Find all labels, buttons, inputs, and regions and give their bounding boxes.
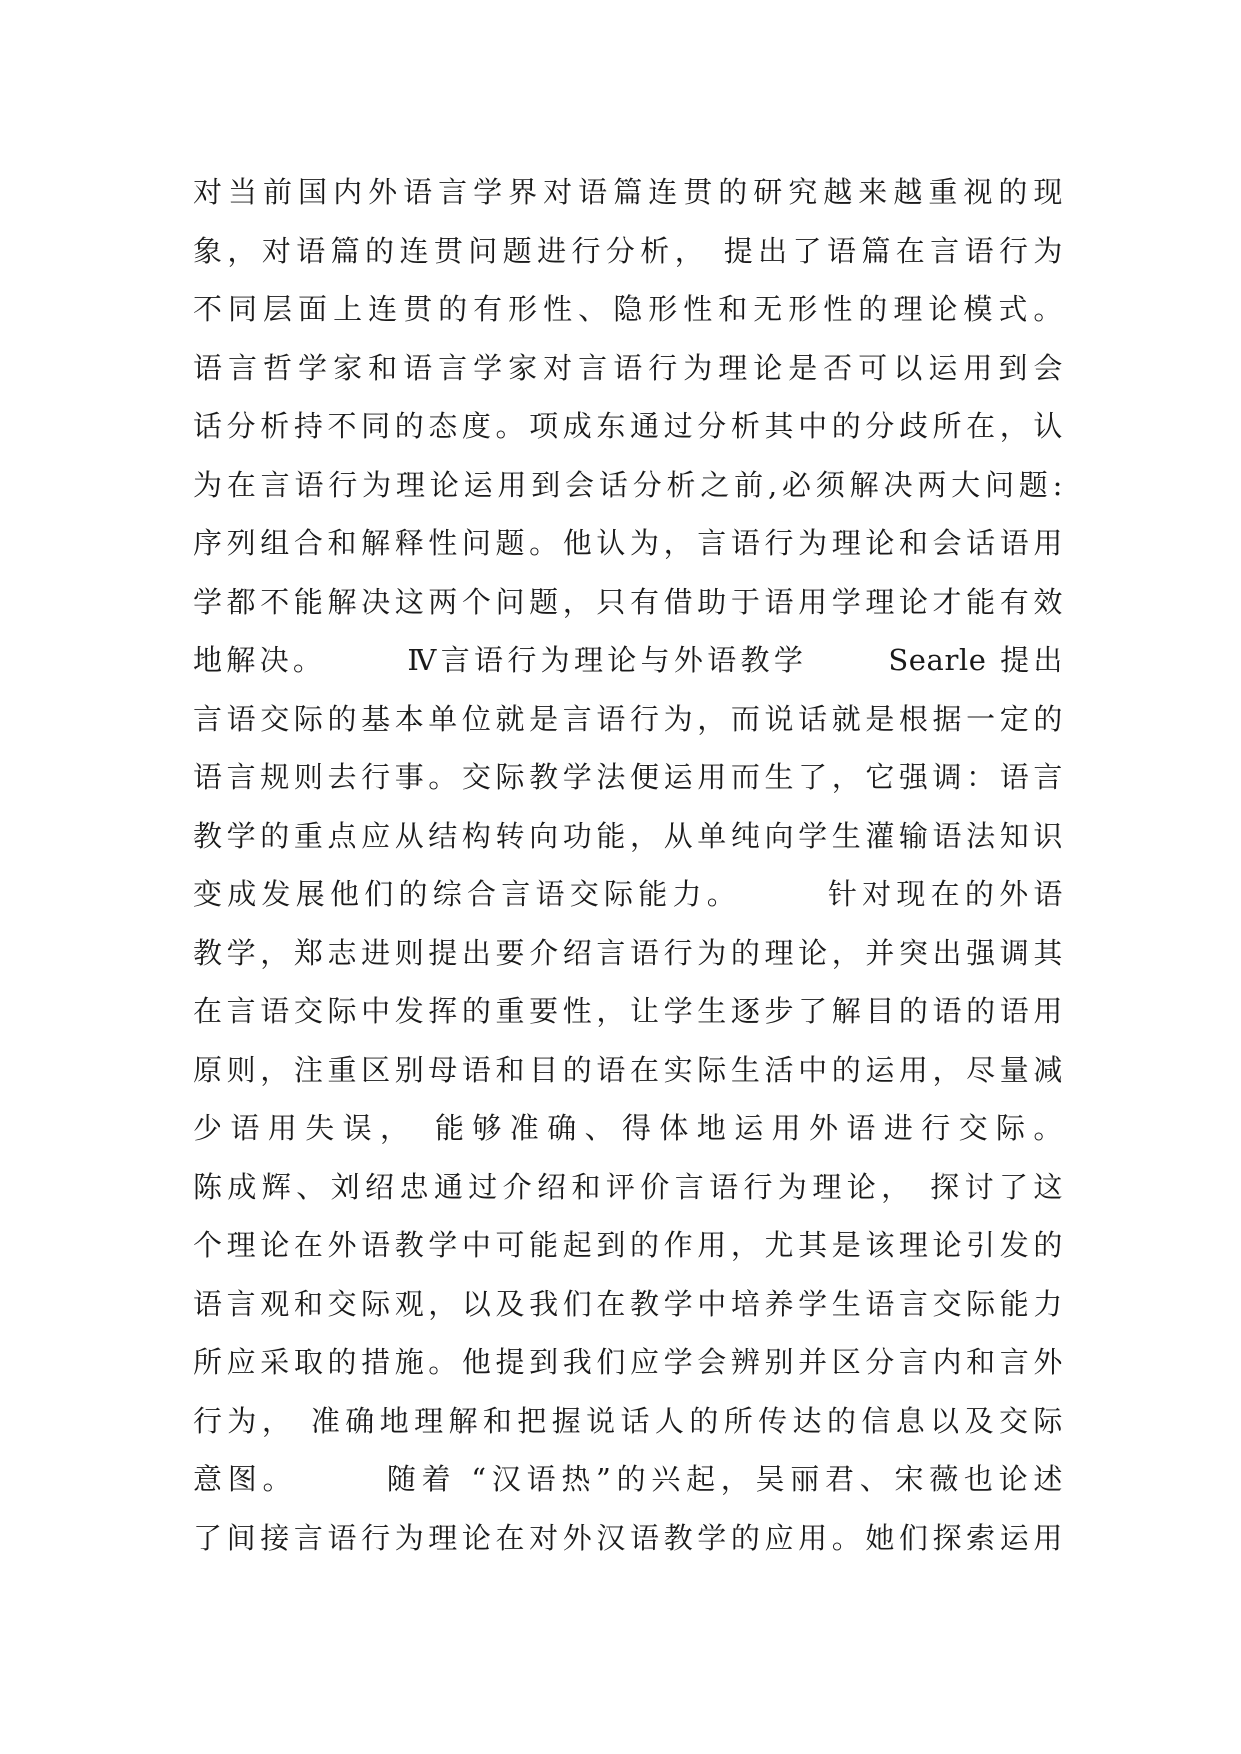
text-line: 不同层面上连贯的有形性、隐形性和无形性的理论模式。 [193,292,1063,326]
text-line: 在言语交际中发挥的重要性，让学生逐步了解目的语的语用 [193,994,1063,1028]
text-line: 教学的重点应从结构转向功能，从单纯向学生灌输语法知识 [193,818,1063,853]
text-line: 学都不能解决这两个问题，只有借助于语用学理论才能有效 [193,584,1063,619]
text-line: 话分析持不同的态度。项成东通过分析其中的分歧所在，认 [193,409,1063,443]
text-line: 对当前国内外语言学界对语篇连贯的研究越来越重视的现 [193,175,1063,209]
text-line: 意图。 随着 “汉语热”的兴起，吴丽君、宋薇也论述 [193,1462,1063,1496]
text-line: 为在言语行为理论运用到会话分析之前,必须解决两大问题: [193,467,1063,502]
text-line: 原则，注重区别母语和目的语在实际生活中的运用，尽量减 [193,1052,1063,1087]
text-line: 陈成辉、刘绍忠通过介绍和评价言语行为理论， 探讨了这 [193,1169,1063,1204]
text-line: 个理论在外语教学中可能起到的作用，尤其是该理论引发的 [193,1228,1063,1262]
text-line: 教学，郑志进则提出要介绍言语行为的理论，并突出强调其 [193,935,1063,970]
text-line: 地解决。 Ⅳ言语行为理论与外语教学 Searle 提出 [193,643,1063,677]
text-line: 语言规则去行事。交际教学法便运用而生了，它强调：语言 [193,760,1063,794]
body-text [193,163,1063,1567]
text-line: 象，对语篇的连贯问题进行分析， 提出了语篇在言语行为 [193,233,1063,268]
text-line: 变成发展他们的综合言语交际能力。 针对现在的外语 [193,877,1063,911]
text-line: 语言观和交际观，以及我们在教学中培养学生语言交际能力 [193,1286,1063,1321]
text-line: 语言哲学家和语言学家对言语行为理论是否可以运用到会 [193,350,1063,385]
text-line: 序列组合和解释性问题。他认为，言语行为理论和会话语用 [193,526,1063,560]
text-line: 了间接言语行为理论在对外汉语教学的应用。她们探索运用 [193,1520,1063,1555]
text-line: 所应采取的措施。他提到我们应学会辨别并区分言内和言外 [193,1345,1063,1379]
text-line: 行为， 准确地理解和把握说话人的所传达的信息以及交际 [193,1403,1063,1438]
text-line: 少语用失误， 能够准确、得体地运用外语进行交际。 [193,1111,1063,1145]
text-line: 言语交际的基本单位就是言语行为，而说话就是根据一定的 [193,701,1063,736]
